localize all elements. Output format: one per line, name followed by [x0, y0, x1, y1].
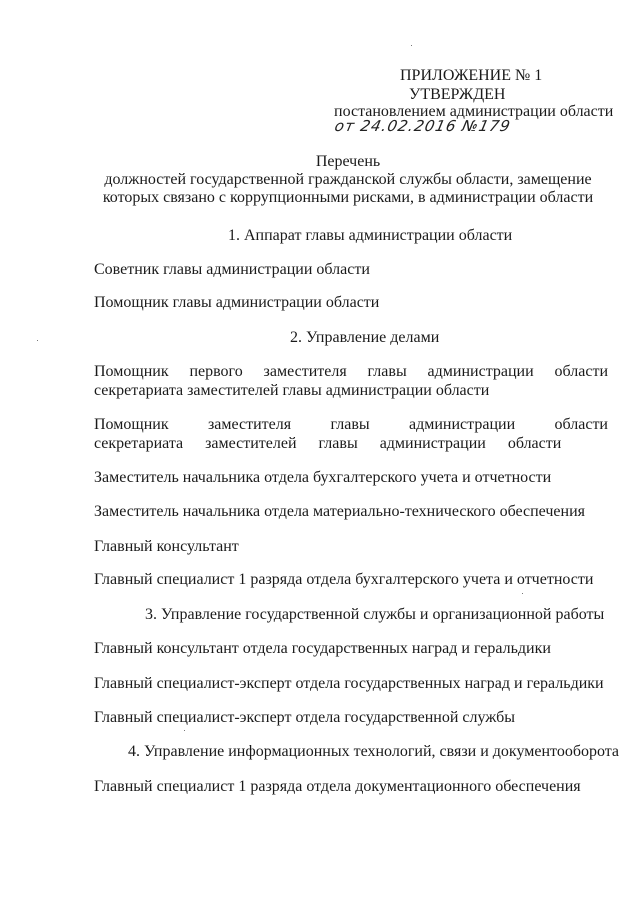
list-item: Заместитель начальника отдела материально-технического обеспечения [94, 503, 586, 520]
section-heading-3: 3. Управление государственной службы и организационной работы [145, 606, 605, 623]
list-item: Помощник главы администрации области [94, 294, 380, 311]
scan-speck [411, 45, 412, 46]
handwritten-date-number: от 24.02.2016 №179 [333, 117, 513, 135]
list-item: Советник главы администрации области [94, 261, 370, 278]
list-item: Заместитель начальника отдела бухгалтерского учета и отчетности [94, 469, 552, 486]
section-heading-1: 1. Аппарат главы администрации области [228, 227, 513, 244]
list-item: Главный специалист-эксперт отдела государственных наград и геральдики [94, 675, 604, 692]
document-title [88, 153, 608, 207]
list-item: Главный специалист 1 разряда отдела бухгалтерского учета и отчетности [94, 571, 594, 588]
list-item: Главный специалист 1 разряда отдела документационного обеспечения [94, 778, 581, 795]
list-item: Главный консультант отдела государственных наград и геральдики [94, 640, 551, 657]
approved-by-text: постановлением администрации области [334, 103, 614, 120]
title-line-2: должностей государственной гражданской службы области, замещение [104, 171, 592, 188]
approved-label: УТВЕРЖДЕН [409, 86, 506, 103]
section-heading-4: 4. Управление информационных технологий, связи и документооборота [128, 743, 620, 760]
title-line-3: которых связано с коррупционными рисками, в администрации области [102, 189, 594, 206]
section-heading-2: 2. Управление делами [290, 329, 440, 346]
scan-speck [37, 340, 38, 341]
appendix-label: ПРИЛОЖЕНИЕ № 1 [400, 67, 543, 84]
list-item: Главный консультант [94, 538, 239, 555]
title-line-1: Перечень [315, 153, 381, 170]
list-item: Главный специалист-эксперт отдела государственной службы [94, 709, 515, 726]
list-item: Помощник первого заместителя главы администрации области секретариата заместителей главы администрации области [94, 363, 608, 399]
list-item: Помощник заместителя главы администрации области секретариата заместителей главы администрации области [94, 416, 608, 452]
scan-speck [522, 593, 523, 594]
scan-speck [184, 730, 185, 731]
